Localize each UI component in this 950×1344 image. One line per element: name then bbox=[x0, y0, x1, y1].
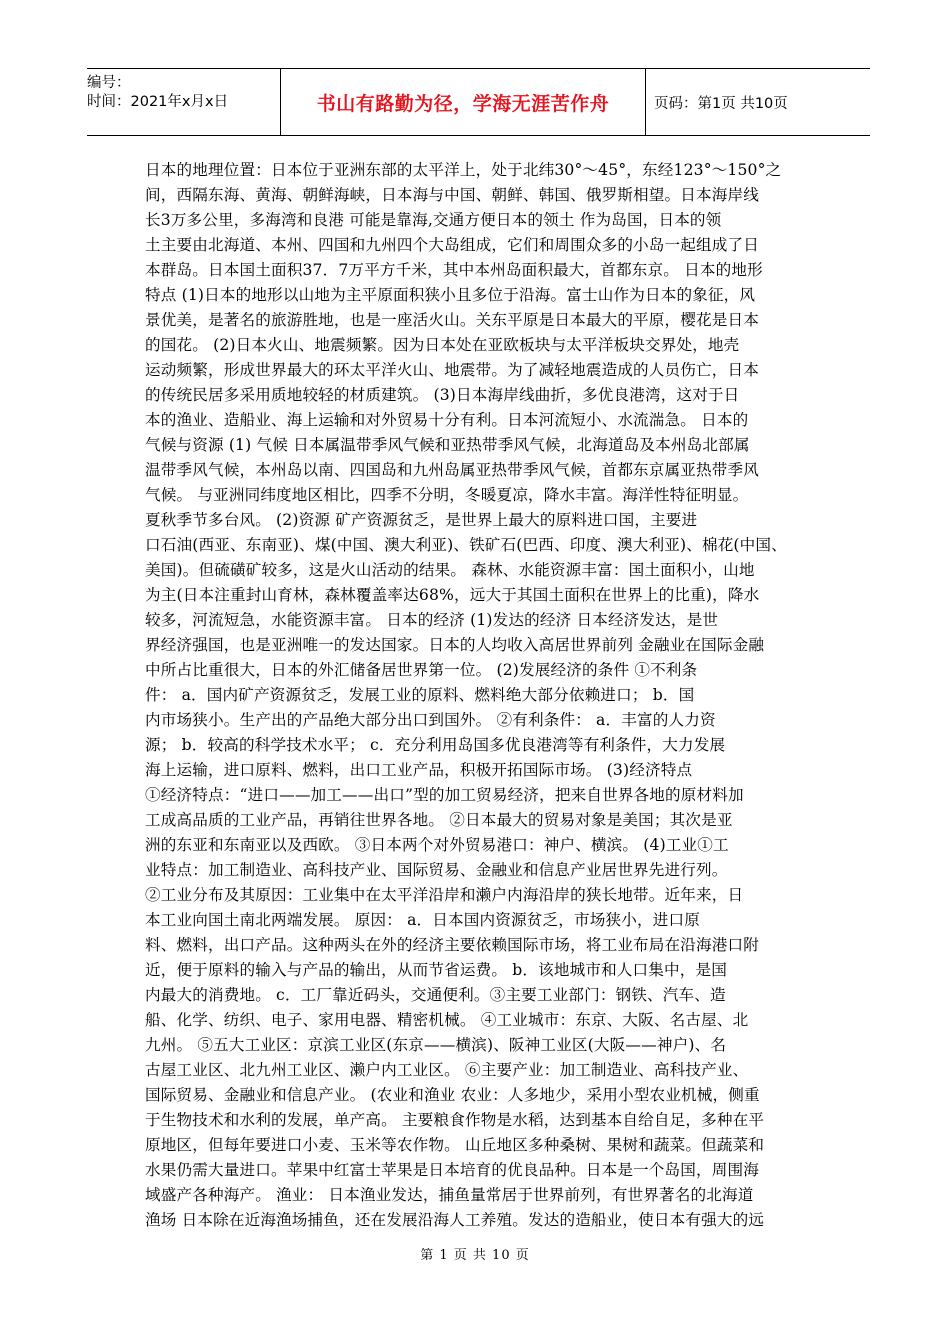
body-text-line: 长3万多公里，多海湾和良港 可能是靠海,交通方便日本的领土 作为岛国，日本的领 bbox=[145, 211, 722, 229]
body-text-line: 国际贸易、金融业和信息产业。 (农业和渔业 农业：人多地少，采用小型农业机械，侧重 bbox=[145, 1086, 760, 1104]
body-text-line: 内最大的消费地。 c．工厂靠近码头，交通便利。③主要工业部门：钢铁、汽车、造 bbox=[145, 986, 726, 1004]
header-meta bbox=[87, 69, 280, 135]
body-text-line: 日本的地理位置：日本位于亚洲东部的太平洋上，处于北纬30°～45°，东经123°～150°之 bbox=[145, 161, 782, 179]
body-text-line: 于生物技术和水利的发展，单产高。 主要粮食作物是水稻，达到基本自给自足，多种在平 bbox=[145, 1111, 765, 1129]
body-text-line: 运动频繁，形成世界最大的环太平洋火山、地震带。为了减轻地震造成的人员伤亡，日本 bbox=[145, 361, 760, 379]
body-text-line: 水果仍需大量进口。苹果中红富士苹果是日本培育的优良品种。日本是一个岛国，周围海 bbox=[145, 1161, 760, 1179]
body-text-line: 古屋工业区、北九州工业区、濑户内工业区。 ⑥主要产业：加工制造业、高科技产业、 bbox=[145, 1061, 749, 1079]
header-page-info: 页码：第1页 共10页 bbox=[654, 95, 788, 112]
body-text-line: 本的渔业、造船业、海上运输和对外贸易十分有利。日本河流短小、水流湍急。 日本的 bbox=[145, 411, 749, 429]
body-text-line: 的传统民居多采用质地较轻的材质建筑。 (3)日本海岸线曲折，多优良港湾，这对于日 bbox=[145, 386, 740, 404]
body-text-line: ①经济特点：“进口——加工——出口”型的加工贸易经济，把来自世界各地的原材料加 bbox=[145, 786, 744, 804]
body-text-line: 内市场狭小。生产出的产品绝大部分出口到国外。 ②有利条件： a．丰富的人力资 bbox=[145, 711, 716, 729]
body-text-line: 工成高品质的工业产品，再销往世界各地。 ②日本最大的贸易对象是美国；其次是亚 bbox=[145, 811, 733, 829]
body-text-line: 件： a．国内矿产资源贫乏，发展工业的原料、燃料绝大部分依赖进口； b．国 bbox=[145, 686, 695, 704]
body-text-line: 界经济强国，也是亚洲唯一的发达国家。日本的人均收入高居世界前列 金融业在国际金融 bbox=[145, 636, 765, 654]
body-text-line: 景优美，是著名的旅游胜地，也是一座活火山。关东平原是日本最大的平原，樱花是日本 bbox=[145, 311, 760, 329]
body-text-line: 船、化学、纺织、电子、家用电器、精密机械。 ④工业城市：东京、大阪、名古屋、北 bbox=[145, 1011, 749, 1029]
body-text-line: 洲的东亚和东南亚以及西欧。 ③日本两个对外贸易港口：神户、横滨。 (4)工业①工 bbox=[145, 836, 729, 854]
body-text-line: 渔场 日本除在近海渔场捕鱼，还在发展沿海人工养殖。发达的造船业，使日本有强大的远 bbox=[145, 1211, 765, 1229]
page-footer: 第 1 页 共 10 页 bbox=[420, 1248, 530, 1263]
document-body bbox=[145, 158, 807, 1233]
body-text-line: 美国)。但硫磺矿较多，这是火山活动的结果。 森林、水能资源丰富：国土面积小，山地 bbox=[145, 561, 755, 579]
body-text-line: 料、燃料，出口产品。这种两头在外的经济主要依赖国际市场，将工业布局在沿海港口附 bbox=[145, 936, 760, 954]
body-text-line: 较多，河流短急，水能资源丰富。 日本的经济 (1)发达的经济 日本经济发达，是世 bbox=[145, 611, 719, 629]
body-text-line: ②工业分布及其原因：工业集中在太平洋沿岸和濑户内海沿岸的狭长地带。近年来，日 bbox=[145, 886, 744, 904]
body-text-line: 特点 (1)日本的地形以山地为主平原面积狭小且多位于沿海。富士山作为日本的象征，风 bbox=[145, 286, 756, 304]
body-text-line: 夏秋季节多台风。 (2)资源 矿产资源贫乏，是世界上最大的原料进口国，主要进 bbox=[145, 511, 698, 529]
body-text-line: 土主要由北海道、本州、四国和九州四个大岛组成，它们和周围众多的小岛一起组成了日 bbox=[145, 236, 760, 254]
body-text-line: 为主(日本注重封山育林，森林覆盖率达68%，远大于其国土面积在世界上的比重)，降水 bbox=[145, 586, 760, 604]
page-header bbox=[87, 68, 870, 136]
body-text-line: 本工业向国土南北两端发展。 原因： a．日本国内资源贫乏，市场狭小，进口原 bbox=[145, 911, 700, 929]
document-number-label: 编号： bbox=[87, 75, 131, 91]
body-text-line: 的国花。 (2)日本火山、地震频繁。因为日本处在亚欧板块与太平洋板块交界处，地壳 bbox=[145, 336, 740, 354]
body-text-line: 近，便于原料的输入与产品的输出，从而节省运费。 b．该地城市和人口集中，是国 bbox=[145, 961, 728, 979]
body-text-line: 口石油(西亚、东南亚)、煤(中国、澳大利亚)、铁矿石(巴西、印度、澳大利亚)、棉花(中国、 bbox=[145, 536, 787, 554]
body-text-line: 业特点：加工制造业、高科技产业、国际贸易、金融业和信息产业居世界先进行列。 bbox=[145, 861, 728, 879]
body-text-line: 域盛产各种海产。 渔业： 日本渔业发达，捕鱼量常居于世界前列，有世界著名的北海道 bbox=[145, 1186, 754, 1204]
body-text-line: 原地区，但每年要进口小麦、玉米等农作物。 山丘地区多种桑树、果树和蔬菜。但蔬菜和 bbox=[145, 1136, 765, 1154]
body-text-line: 温带季风气候，本州岛以南、四国岛和九州岛属亚热带季风气候，首都东京属亚热带季风 bbox=[145, 461, 760, 479]
body-text-line: 本群岛。日本国土面积37．7万平方千米，其中本州岛面积最大，首都东京。 日本的地形 bbox=[145, 261, 763, 279]
body-text-line: 间，西隔东海、黄海、朝鲜海峡，日本海与中国、朝鲜、韩国、俄罗斯相望。日本海岸线 bbox=[145, 186, 760, 204]
body-text-line: 源； b．较高的科学技术水平； c．充分利用岛国多优良港湾等有利条件，大力发展 bbox=[145, 736, 726, 754]
body-text-line: 气候与资源 (1) 气候 日本属温带季风气候和亚热带季风气候，北海道岛及本州岛北部属 bbox=[145, 436, 750, 454]
body-text-line: 气候。 与亚洲同纬度地区相比，四季不分明，冬暖夏凉，降水丰富。海洋性特征明显。 bbox=[145, 486, 749, 504]
document-date-label: 时间：2021年x月x日 bbox=[87, 94, 229, 110]
header-motto: 书山有路勤为径，学海无涯苦作舟 bbox=[280, 69, 646, 135]
body-text-line: 海上运输，进口原料、燃料，出口工业产品，积极开拓国际市场。 (3)经济特点 bbox=[145, 761, 693, 779]
body-text-line: 九州。 ⑤五大工业区：京滨工业区(东京——横滨)、阪神工业区(大阪——神户)、名 bbox=[145, 1036, 727, 1054]
body-text-line: 中所占比重很大，日本的外汇储备居世界第一位。 (2)发展经济的条件 ①不利条 bbox=[145, 661, 698, 679]
